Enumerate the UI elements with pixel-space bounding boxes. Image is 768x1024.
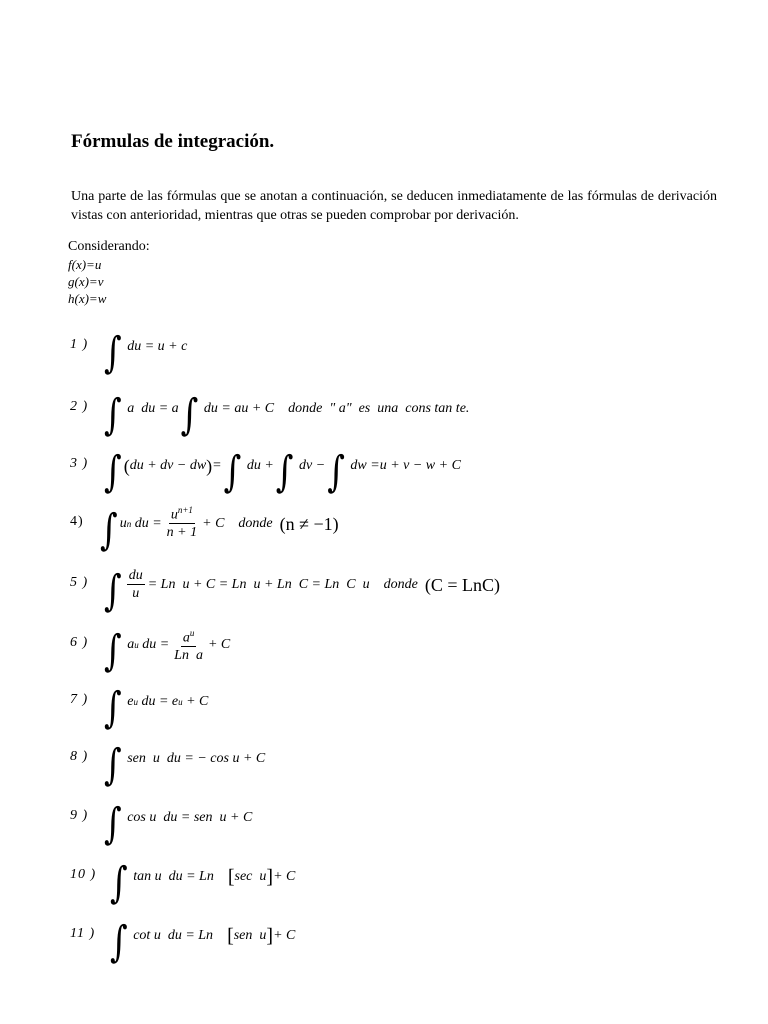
formula-text: a du = a <box>127 401 179 416</box>
formula-text: sec u <box>234 869 267 884</box>
formula-expression <box>102 328 188 378</box>
integral-icon: ∫ <box>104 626 122 676</box>
formula-number: 5 ) <box>70 575 89 590</box>
formula-expression <box>102 683 209 733</box>
formula-text: a <box>127 637 135 652</box>
fraction-denominator: u <box>132 585 140 601</box>
formula-expression <box>102 390 470 440</box>
formula-number: 6 ) <box>70 635 89 650</box>
formula-text: du = <box>142 637 170 652</box>
formula-text: dv − <box>299 458 326 473</box>
integral-icon: ∫ <box>100 505 118 555</box>
formula-text: + C <box>273 869 296 884</box>
close-bracket: ] <box>266 924 274 947</box>
formula-expression <box>102 447 461 497</box>
formula-text: du = u + c <box>127 339 188 354</box>
formula-text: + C <box>273 928 296 943</box>
formula-number: 11 ) <box>70 926 96 941</box>
formula-5 <box>0 566 768 625</box>
close-bracket: ] <box>266 865 274 888</box>
formula-6 <box>0 626 768 685</box>
definition-g: g(x)=v <box>68 274 104 289</box>
fraction-numerator: du <box>128 567 143 583</box>
formula-9 <box>0 799 768 858</box>
formula-number: 9 ) <box>70 808 89 823</box>
integral-icon: ∫ <box>104 566 122 616</box>
formula-number: 1 ) <box>70 337 89 352</box>
formula-11 <box>0 917 768 976</box>
fraction <box>172 625 205 666</box>
formula-number: 8 ) <box>70 749 89 764</box>
integral-icon: ∫ <box>104 799 122 849</box>
integral-icon: ∫ <box>180 390 199 440</box>
formula-10 <box>0 858 768 917</box>
formula-expression <box>102 566 500 616</box>
formula-text: sen u <box>233 928 267 943</box>
exponent: n+1 <box>177 504 193 515</box>
formula-text: + C donde <box>202 516 273 531</box>
definition-h: h(x)=w <box>68 291 107 306</box>
formula-4 <box>0 504 768 564</box>
formula-text: cos u du = sen u + C <box>127 810 253 825</box>
formula-text: tan u du = Ln <box>133 869 214 884</box>
formula-text: sen u du = − cos u + C <box>127 751 266 766</box>
fraction-denominator: n + 1 <box>166 525 198 541</box>
intro-paragraph: Una parte de las fórmulas que se anotan a continuación, se deducen inmediatamente de las fórmulas de derivación vistas con anterioridad, mientras que otras se pueden comprobar por derivación. <box>71 189 717 223</box>
exponent: u <box>133 697 138 707</box>
open-paren: ( <box>123 455 130 476</box>
fraction-numerator: a <box>182 630 190 646</box>
formula-number: 4) <box>70 514 84 529</box>
fraction <box>127 568 145 603</box>
formula-text: + C <box>186 694 209 709</box>
considering-label: Considerando: <box>68 239 150 254</box>
integral-icon: ∫ <box>110 917 128 967</box>
integral-icon: ∫ <box>104 683 122 733</box>
formula-expression <box>108 858 296 908</box>
integral-icon: ∫ <box>327 447 345 497</box>
condition: (C = LnC) <box>424 574 500 595</box>
formula-expression <box>102 740 266 790</box>
formula-text: du = au + C donde " a" es una cons tan te. <box>203 401 470 416</box>
formula-text: dw =u + v − w + C <box>350 458 461 473</box>
formula-7 <box>0 683 768 742</box>
formula-expression <box>102 799 253 849</box>
formula-expression <box>98 504 339 555</box>
formula-2 <box>0 390 768 449</box>
formula-text: du + <box>246 458 274 473</box>
formula-text: + C <box>207 637 231 652</box>
integral-icon: ∫ <box>104 740 122 790</box>
exponent: u <box>189 627 195 638</box>
formula-number: 10 ) <box>70 867 97 882</box>
integral-icon: ∫ <box>275 447 294 497</box>
formula-text: du = e <box>141 694 179 709</box>
formula-number: 2 ) <box>70 399 89 414</box>
integral-icon: ∫ <box>223 447 242 497</box>
fraction-numerator: u <box>170 507 178 523</box>
formula-text: du + dv − dw <box>129 458 207 473</box>
integral-icon: ∫ <box>104 390 122 440</box>
open-bracket: [ <box>227 924 234 947</box>
definitions-list <box>68 257 106 308</box>
formula-number: 7 ) <box>70 692 89 707</box>
fraction <box>165 502 199 543</box>
exponent: n <box>126 519 132 529</box>
formula-text: e <box>127 694 134 709</box>
condition: (n ≠ −1) <box>279 513 339 534</box>
formula-text: = <box>212 458 222 473</box>
formula-number: 3 ) <box>70 456 89 471</box>
formula-1 <box>0 328 768 387</box>
formula-text: u <box>119 516 127 531</box>
page-title: Fórmulas de integración. <box>71 131 275 152</box>
formula-text: cot u du = Ln <box>133 928 214 943</box>
exponent: u <box>134 640 139 650</box>
formula-expression <box>108 917 296 967</box>
exponent: u <box>178 697 183 707</box>
definition-f: f(x)=u <box>68 257 102 272</box>
integral-icon: ∫ <box>104 328 122 378</box>
open-bracket: [ <box>227 865 235 888</box>
formula-expression <box>102 626 231 676</box>
formula-8 <box>0 740 768 799</box>
formula-text: du = <box>134 516 162 531</box>
formula-text: = Ln u + C = Ln u + Ln C = Ln C u donde <box>147 577 418 592</box>
close-paren: ) <box>206 455 213 476</box>
integral-icon: ∫ <box>110 858 128 908</box>
integral-icon: ∫ <box>104 447 122 497</box>
fraction-denominator: Ln a <box>174 648 203 664</box>
formula-3 <box>0 447 768 506</box>
